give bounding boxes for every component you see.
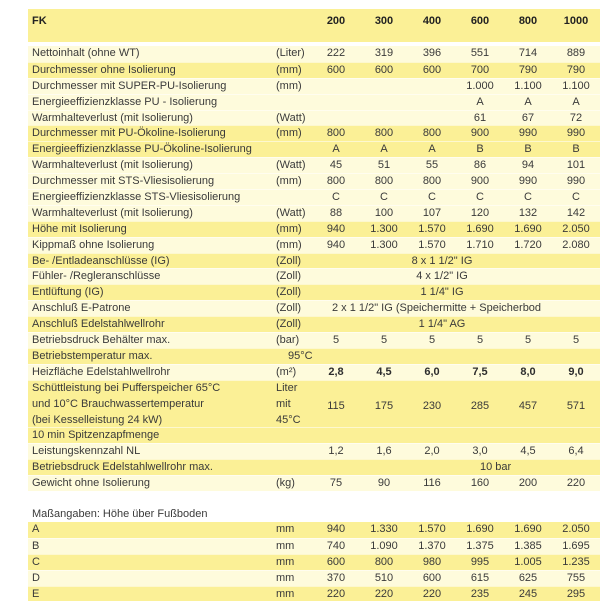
- table-row: [28, 253, 600, 269]
- row-label: Betriebsdruck Edelstahlwellrohr max.: [32, 461, 213, 474]
- cell-value: 889: [566, 47, 586, 59]
- table-row: [28, 189, 600, 205]
- cell-value: 115: [327, 400, 345, 413]
- table-row: [28, 554, 600, 570]
- cell-value: A: [572, 95, 580, 108]
- cell-value: 9,0: [568, 365, 584, 378]
- cell-value: A: [332, 143, 340, 156]
- cell-value: 160: [470, 477, 490, 490]
- table-row: [28, 459, 600, 475]
- row-unit: mm: [276, 539, 295, 552]
- row-unit: (Zoll): [276, 318, 302, 331]
- cell-value: 55: [425, 159, 439, 172]
- header-column-label: 600: [470, 15, 490, 27]
- cell-value: 61: [473, 111, 487, 124]
- row-label: Be- /Entladeanschlüsse (IG): [32, 254, 170, 267]
- cell-value: 396: [422, 47, 442, 59]
- table-row: [28, 173, 600, 189]
- row-unit: mm: [276, 555, 295, 568]
- row-unit: [268, 190, 312, 205]
- cell-value: 551: [470, 47, 490, 59]
- cell-value: 714: [518, 47, 538, 59]
- cell-value: 72: [569, 111, 583, 124]
- table-body: [28, 46, 600, 491]
- cell-value: 220: [422, 587, 442, 600]
- cell-value: 900: [470, 175, 490, 188]
- table-row: [28, 586, 600, 602]
- cell-value: 1.300: [370, 222, 398, 235]
- cell-value: [552, 428, 600, 443]
- table-row: [28, 427, 600, 443]
- cell-value: 1.690: [466, 222, 494, 235]
- cell-value: 245: [518, 587, 538, 600]
- row-label: Leistungskennzahl NL: [32, 445, 141, 458]
- cell-value: 2,0: [424, 445, 440, 458]
- cell-value: 2,8: [328, 365, 344, 378]
- row-label: 10 min Spitzenzapfmenge: [32, 429, 160, 442]
- cell-value: [456, 428, 504, 443]
- header-columns: [312, 9, 600, 42]
- cell-value: 980: [422, 555, 442, 568]
- cell-value: 116: [423, 477, 441, 490]
- cell-value: 600: [374, 63, 394, 76]
- cell-value: [360, 349, 408, 364]
- row-values: [312, 399, 600, 415]
- table-row: [28, 157, 600, 173]
- cell-value: 940: [326, 222, 346, 235]
- cell-value: [408, 111, 456, 126]
- cell-value: 2.050: [562, 222, 590, 235]
- row-unit: (Watt): [276, 111, 306, 124]
- row-label: Anschluß Edelstahlwellrohr: [32, 318, 165, 331]
- cell-value: 1.370: [418, 539, 446, 552]
- cell-value: C: [332, 191, 340, 204]
- table-row: [28, 348, 600, 364]
- cell-value: [360, 95, 408, 110]
- cell-value: 1.710: [466, 238, 494, 251]
- cell-value: 990: [566, 175, 586, 188]
- row-label: Kippmaß ohne Isolierung: [32, 238, 155, 251]
- table-row: [28, 475, 600, 491]
- table-row: [28, 522, 600, 538]
- table-title: FK: [32, 15, 47, 27]
- cell-value: A: [524, 95, 532, 108]
- cell-value: [552, 349, 600, 364]
- table-row: [28, 125, 600, 141]
- cell-value: [408, 79, 456, 94]
- cell-value: 94: [521, 159, 535, 172]
- cell-value: 615: [470, 571, 490, 584]
- cell-span-value: 8 x 1 1/2" IG: [411, 254, 473, 267]
- cell-value: 235: [470, 587, 490, 600]
- header-column-label: 800: [518, 15, 538, 27]
- cell-value: 5: [524, 334, 532, 347]
- cell-value: C: [572, 191, 580, 204]
- header-column-label: 400: [422, 15, 442, 27]
- table-row: [28, 78, 600, 94]
- cell-value: 319: [374, 47, 394, 59]
- cell-value: 1,6: [376, 445, 392, 458]
- spec-table: [28, 9, 600, 601]
- row-unit: (kg): [276, 477, 295, 490]
- table-row: [28, 443, 600, 459]
- cell-value: 2.050: [562, 522, 590, 535]
- cell-value: 75: [329, 477, 343, 490]
- cell-value: 600: [326, 63, 346, 76]
- row-unit: (mm): [276, 127, 302, 140]
- cell-value: 100: [374, 206, 394, 219]
- row-unit: 95°C: [288, 349, 313, 362]
- cell-value: [504, 428, 552, 443]
- cell-value: 5: [428, 334, 436, 347]
- cell-value: 800: [326, 127, 346, 140]
- row-label: Heizfläche Edelstahlwellrohr: [32, 365, 171, 378]
- table-row: [28, 300, 600, 316]
- row-label: Fühler- /Regleranschlüsse: [32, 270, 161, 283]
- table-row: [28, 538, 600, 554]
- row-label: D: [32, 571, 40, 584]
- cell-value: C: [380, 191, 388, 204]
- table-row: [28, 141, 600, 157]
- section2-title: Maßangaben: Höhe über Fußboden: [28, 506, 600, 522]
- cell-value: [360, 428, 408, 443]
- row-unit: (Zoll): [276, 286, 302, 299]
- cell-value: 88: [329, 206, 343, 219]
- table-row: [28, 110, 600, 126]
- cell-value: 457: [518, 400, 538, 413]
- cell-value: 990: [518, 175, 538, 188]
- cell-value: 67: [521, 111, 535, 124]
- cell-span-value: 1 1/4" AG: [418, 318, 466, 331]
- cell-span-value: 2 x 1 1/2" IG (Speichermitte + Speicherbod: [332, 302, 542, 315]
- cell-value: 4,5: [520, 445, 536, 458]
- cell-value: 1.235: [562, 555, 590, 568]
- cell-value: 1.690: [466, 522, 494, 535]
- cell-value: B: [476, 143, 484, 156]
- cell-value: 600: [422, 571, 442, 584]
- row-unit: [268, 444, 312, 459]
- cell-value: 800: [326, 175, 346, 188]
- cell-value: 107: [422, 206, 442, 219]
- cell-value: 1.100: [514, 79, 542, 92]
- header-column-label: 200: [326, 15, 346, 27]
- row-unit: (Zoll): [276, 302, 302, 315]
- row-label: Gewicht ohne Isolierung: [32, 477, 151, 490]
- cell-value: 285: [470, 400, 490, 413]
- cell-value: 6,4: [568, 445, 584, 458]
- cell-value: 800: [422, 175, 442, 188]
- table-row: [28, 570, 600, 586]
- cell-value: A: [380, 143, 388, 156]
- row-unit: [268, 460, 312, 475]
- row-unit: (mm): [276, 175, 302, 188]
- cell-value: 740: [326, 539, 346, 552]
- row-unit: (mm): [276, 63, 302, 76]
- cell-value: 940: [326, 522, 346, 535]
- row-label: Warmhalteverlust (mit Isolierung): [32, 111, 193, 124]
- cell-value: 700: [470, 63, 490, 76]
- row-label: Anschluß E-Patrone: [32, 302, 131, 315]
- cell-value: [456, 349, 504, 364]
- cell-value: [408, 428, 456, 443]
- cell-value: 990: [566, 127, 586, 140]
- cell-value: 1.300: [370, 238, 398, 251]
- row-unit: (Watt): [276, 159, 306, 172]
- cell-value: 220: [566, 477, 586, 490]
- table-row: [28, 268, 600, 284]
- row-unit: (Watt): [276, 206, 306, 219]
- cell-value: 5: [380, 334, 388, 347]
- cell-value: A: [476, 95, 484, 108]
- cell-value: [408, 95, 456, 110]
- cell-value: 200: [518, 477, 538, 490]
- cell-value: [312, 349, 360, 364]
- cell-value: 1,2: [328, 445, 344, 458]
- row-unit: (bar): [276, 334, 300, 347]
- row-unit: (mm): [276, 238, 302, 251]
- row-unit: Liter mit 45°C: [276, 381, 301, 426]
- cell-value: 2.080: [562, 238, 590, 251]
- cell-value: 295: [566, 587, 586, 600]
- cell-value: 230: [422, 400, 442, 413]
- table-row: [28, 221, 600, 237]
- cell-value: 790: [566, 63, 586, 76]
- cell-value: 4,5: [376, 365, 392, 378]
- row-label: Betriebstemperatur max.: [32, 349, 153, 362]
- cell-value: 1.570: [418, 238, 446, 251]
- cell-value: 600: [326, 555, 346, 568]
- cell-value: 1.005: [514, 555, 542, 568]
- table-row: [28, 46, 600, 62]
- row-label: Durchmesser mit SUPER-PU-Isolierung: [32, 79, 227, 92]
- cell-value: 3,0: [472, 445, 488, 458]
- cell-value: [312, 428, 360, 443]
- cell-value: [312, 79, 360, 94]
- cell-value: 120: [470, 206, 490, 219]
- row-unit: [268, 142, 312, 157]
- cell-value: [360, 79, 408, 94]
- row-label: Entlüftung (IG): [32, 286, 104, 299]
- cell-value: 142: [566, 206, 586, 219]
- cell-value: 1.100: [562, 79, 590, 92]
- row-label: Energieeffizienzklasse PU - Isolierung: [32, 95, 218, 108]
- table-row: [28, 94, 600, 110]
- cell-value: 1.570: [418, 222, 446, 235]
- cell-value: 995: [470, 555, 490, 568]
- cell-value: 1.000: [466, 79, 494, 92]
- cell-value: A: [428, 143, 436, 156]
- cell-value: 1.385: [514, 539, 542, 552]
- cell-value: C: [524, 191, 532, 204]
- cell-value: 370: [326, 571, 346, 584]
- row-label: Warmhalteverlust (mit Isolierung): [32, 159, 193, 172]
- cell-value: 90: [377, 477, 391, 490]
- row-unit: (Zoll): [276, 254, 302, 267]
- table-row: [28, 284, 600, 300]
- cell-value: 800: [422, 127, 442, 140]
- row-unit: (Liter): [276, 47, 305, 59]
- cell-value: 175: [374, 400, 394, 413]
- cell-value: 45: [329, 159, 343, 172]
- cell-value: 940: [326, 238, 346, 251]
- cell-value: 132: [518, 206, 538, 219]
- cell-value: 1.690: [514, 222, 542, 235]
- row-label: Durchmesser mit PU-Ökoline-Isolierung: [32, 127, 226, 140]
- row-unit: mm: [276, 522, 295, 535]
- cell-value: [312, 111, 360, 126]
- cell-value: [504, 349, 552, 364]
- table-row: [28, 62, 600, 78]
- table-row: [28, 237, 600, 253]
- cell-value: 900: [470, 127, 490, 140]
- table-row: [28, 205, 600, 221]
- header-column-label: 1000: [563, 15, 589, 27]
- cell-value: 600: [422, 63, 442, 76]
- row-unit: (mm): [276, 222, 302, 235]
- cell-value: 510: [374, 571, 394, 584]
- cell-value: 220: [374, 587, 394, 600]
- cell-value: 1.695: [562, 539, 590, 552]
- cell-value: B: [524, 143, 532, 156]
- cell-value: 86: [473, 159, 487, 172]
- cell-span-value: 1 1/4" IG: [420, 286, 464, 299]
- row-unit: [268, 95, 312, 110]
- cell-value: 800: [374, 127, 394, 140]
- row-unit: mm: [276, 571, 295, 584]
- row-label: C: [32, 555, 40, 568]
- cell-value: 800: [374, 175, 394, 188]
- row-label: Energieeffizienzklasse STS-Vliesisolierung: [32, 191, 241, 204]
- cell-value: 8,0: [520, 365, 536, 378]
- cell-span-value: 10 bar: [480, 461, 512, 474]
- cell-value: 5: [572, 334, 580, 347]
- table-header-row: [28, 9, 600, 42]
- row-label: Schüttleistung bei Pufferspeicher 65°C und 10°C Brauchwassertemperatur (bei Kesselleistung 24 kW): [32, 381, 221, 426]
- row-label: A: [32, 522, 40, 535]
- header-column-label: 300: [374, 15, 394, 27]
- cell-value: [360, 111, 408, 126]
- row-label: Energieeffizienzklasse PU-Ökoline-Isolierung: [32, 143, 252, 156]
- row-label: B: [32, 539, 40, 552]
- row-label: Warmhalteverlust (mit Isolierung): [32, 206, 193, 219]
- cell-value: 1.330: [370, 522, 398, 535]
- cell-value: 800: [374, 555, 394, 568]
- cell-value: 7,5: [472, 365, 488, 378]
- row-unit: [268, 428, 312, 443]
- cell-value: 1.570: [418, 522, 446, 535]
- row-unit: mm: [276, 587, 295, 600]
- cell-value: 790: [518, 63, 538, 76]
- row-label: Höhe mit Isolierung: [32, 222, 127, 235]
- table-row: [28, 364, 600, 380]
- cell-value: 625: [518, 571, 538, 584]
- table-row: [28, 316, 600, 332]
- row-unit: (mm): [276, 79, 302, 92]
- row-label: Durchmesser mit STS-Vliesisolierung: [32, 175, 215, 188]
- cell-value: 222: [326, 47, 346, 59]
- cell-value: 1.690: [514, 522, 542, 535]
- cell-value: 571: [566, 400, 586, 413]
- row-unit: (m²): [276, 365, 297, 378]
- cell-value: 1.720: [514, 238, 542, 251]
- cell-value: 755: [566, 571, 586, 584]
- header-unit-spacer: [268, 9, 312, 42]
- cell-value: C: [428, 191, 436, 204]
- section-gap: [28, 491, 600, 506]
- row-unit: (Zoll): [276, 270, 302, 283]
- cell-value: B: [572, 143, 580, 156]
- cell-value: [408, 349, 456, 364]
- cell-value: 1.090: [370, 539, 398, 552]
- section2-body: [28, 522, 600, 601]
- table-row: [28, 332, 600, 348]
- cell-value: C: [476, 191, 484, 204]
- cell-value: 101: [566, 159, 586, 172]
- cell-value: 1.375: [466, 539, 494, 552]
- cell-value: 220: [326, 587, 346, 600]
- cell-value: 5: [332, 334, 340, 347]
- cell-value: 5: [476, 334, 484, 347]
- cell-value: [312, 95, 360, 110]
- cell-value: 990: [518, 127, 538, 140]
- row-label: Betriebsdruck Behälter max.: [32, 334, 171, 347]
- row-label: E: [32, 587, 40, 600]
- cell-value: 51: [377, 159, 391, 172]
- cell-span-value: 4 x 1/2" IG: [416, 270, 468, 283]
- row-label: Durchmesser ohne Isolierung: [32, 63, 176, 76]
- row-label: Nettoinhalt (ohne WT): [32, 47, 140, 59]
- cell-value: 6,0: [424, 365, 440, 378]
- table-row-multiline: [28, 380, 600, 428]
